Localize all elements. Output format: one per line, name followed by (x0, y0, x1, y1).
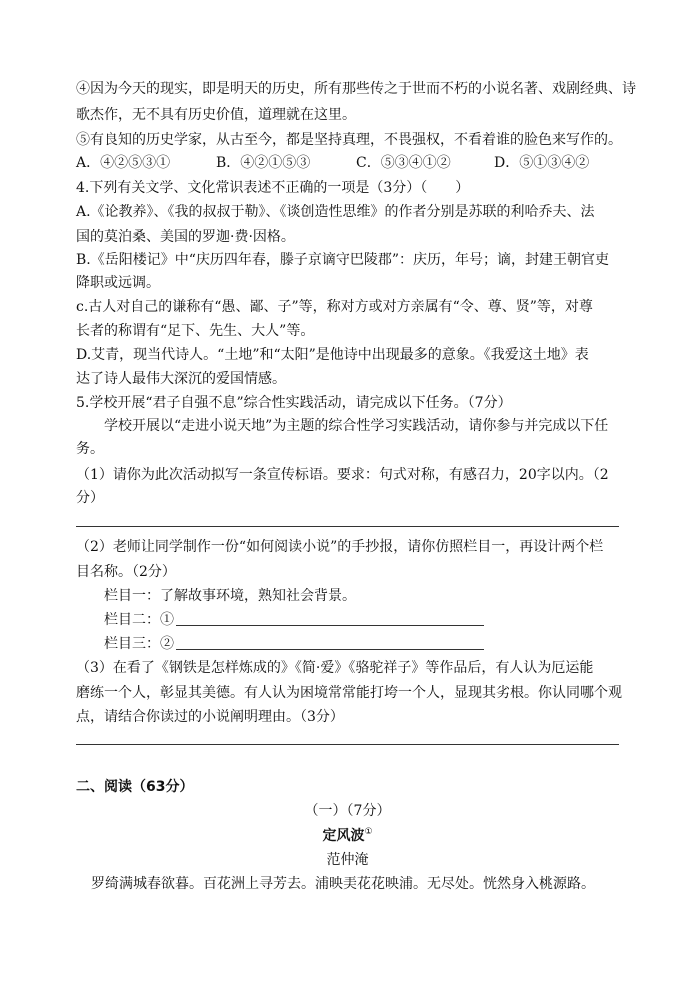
passage-line-5: ⑤有良知的历史学家，从古至今，都是坚持真理，不畏强权，不看着谁的脸色来写作的。 (76, 132, 622, 148)
q5-part2-line2: 目名称。（2分） (76, 564, 176, 580)
q4-option-d-line2: 达了诗人最伟大深沉的爱国情感。 (76, 371, 286, 387)
q5-part1-line1: （1）请你为此次活动拟写一条宣传标语。要求：句式对称，有感召力，20字以内。（2 (76, 467, 609, 483)
poem-line-1: 罗绮满城春欲暮。百花洲上寻芳去。浦映㺯花花映浦。无尽处。恍然身入桃源路。 (91, 876, 595, 892)
q4-option-b-line1: B.《岳阳楼记》中“庆历四年春，滕子京谪守巴陵郡”：庆历，年号；谪，封建王朝官吏 (76, 252, 610, 268)
q4-option-c-line2: 长者的称谓有“足下、先生、大人”等。 (76, 323, 315, 339)
q5-part1-line2: 分） (76, 490, 104, 506)
column-two-blank[interactable] (176, 609, 484, 626)
column-one: 栏目一：了解故事环境，熟知社会背景。 (104, 588, 356, 604)
footnote-marker: ① (364, 827, 373, 837)
q5-stem: 5.学校开展“君子自强不息”综合性实践活动，请完成以下任务。（7分） (76, 395, 512, 411)
passage-line-4a: ④因为今天的现实，即是明天的历史，所有那些传之于世而不朽的小说名著、戏剧经典、诗 (76, 81, 636, 97)
section-heading: 二、阅读（63分） (76, 779, 194, 795)
q5-part3-line1: （3）在看了《钢铁是怎样炼成的》《简·爱》《骆驼祥子》等作品后，有人认为厄运能 (76, 660, 594, 676)
poem-title (0, 825, 695, 847)
q5-intro-line1: 学校开展以“走进小说天地”为主题的综合性学习实践活动，请你参与并完成以下任 (104, 418, 609, 434)
part-heading: （一）（7分） (304, 803, 391, 819)
answer-line-1[interactable] (76, 526, 619, 527)
option-c: C．⑤③④①② (356, 155, 451, 171)
option-b: B．④②①⑤③ (216, 155, 311, 171)
q4-option-c-line1: c.古人对自己的谦称有“愚、鄙、子”等，称对方或对方亲属有“令、尊、贤”等，对尊 (76, 299, 593, 315)
passage-line-4b: 歌杰作，无不具有历史价值，道理就在这里。 (76, 107, 356, 123)
column-three (104, 633, 484, 655)
q5-intro-line2: 务。 (76, 441, 104, 457)
poem-title-text: 定风波 (322, 828, 365, 844)
q4-option-a-line1: A.《论教养》、《我的叔叔于勒》、《谈创造性思维》的作者分别是苏联的利哈乔夫、法 (76, 204, 595, 220)
option-d: D．⑤①③④② (494, 155, 590, 171)
q5-part2-line1: （2）老师让同学制作一份“如何阅读小说”的手抄报，请你仿照栏目一，再设计两个栏 (76, 539, 604, 555)
answer-line-2[interactable] (76, 744, 619, 745)
column-three-label: 栏目三：② (104, 636, 174, 652)
q4-stem: 4.下列有关文学、文化常识表述不正确的一项是（3分）（ ） (76, 180, 470, 196)
column-two-label: 栏目二：① (104, 612, 174, 628)
q5-part3-line3: 点，请结合你读过的小说阐明理由。（3分） (76, 709, 344, 725)
poem-author: 范仲淹 (326, 852, 369, 868)
column-three-blank[interactable] (176, 633, 484, 650)
q4-option-a-line2: 国的莫泊桑、美国的罗迦·费·因格。 (76, 229, 295, 245)
q4-option-d-line1: D.艾青，现当代诗人。“土地”和“太阳”是他诗中出现最多的意象。《我爱这土地》表 (76, 347, 589, 363)
q4-option-b-line2: 降职或远调。 (76, 275, 160, 291)
q5-part3-line2: 磨练一个人，彰显其美德。有人认为困境常常能打垮一个人，显现其劣根。你认同哪个观 (76, 685, 622, 701)
option-a: A．④②⑤③① (76, 155, 171, 171)
column-two (104, 609, 484, 631)
